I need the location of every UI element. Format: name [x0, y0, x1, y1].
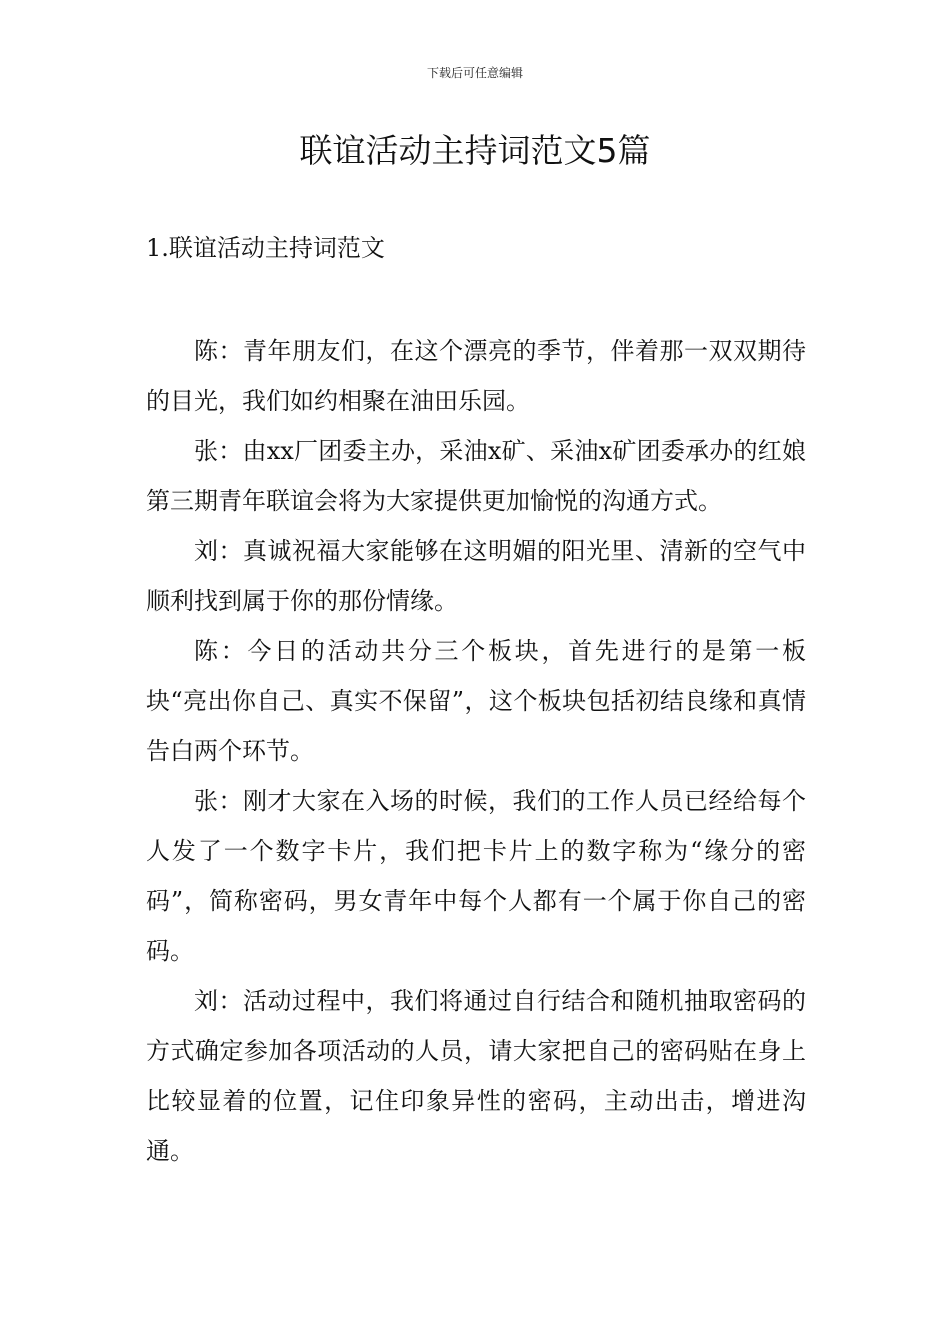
paragraph: 刘：活动过程中，我们将通过自行结合和随机抽取密码的方式确定参加各项活动的人员，请大家把自己的密码贴在身上比较显着的位置，记住印象异性的密码，主动出击，增进沟通。 [146, 987, 806, 1165]
page-title: 联谊活动主持词范文5篇 [299, 131, 651, 170]
paragraph: 陈：今日的活动共分三个板块，首先进行的是第一板块“亮出你自己、真实不保留”，这个板块包括初结良缘和真情告白两个环节。 [146, 637, 806, 765]
paragraph: 刘：真诚祝福大家能够在这明媚的阳光里、清新的空气中顺利找到属于你的那份情缘。 [146, 537, 806, 615]
section-heading: 1.联谊活动主持词范文 [146, 234, 385, 262]
paragraph: 陈：青年朋友们，在这个漂亮的季节，伴着那一双双期待的目光，我们如约相聚在油田乐园。 [146, 337, 806, 415]
document-body [146, 326, 806, 1176]
header-note: 下载后可任意编辑 [426, 66, 523, 80]
paragraph: 张：刚才大家在入场的时候，我们的工作人员已经给每个人发了一个数字卡片，我们把卡片上的数字称为“缘分的密码”，简称密码，男女青年中每个人都有一个属于你自己的密码。 [146, 787, 806, 965]
paragraph: 张：由xx厂团委主办，采油x矿、采油x矿团委承办的红娘第三期青年联谊会将为大家提供更加愉悦的沟通方式。 [146, 437, 806, 515]
